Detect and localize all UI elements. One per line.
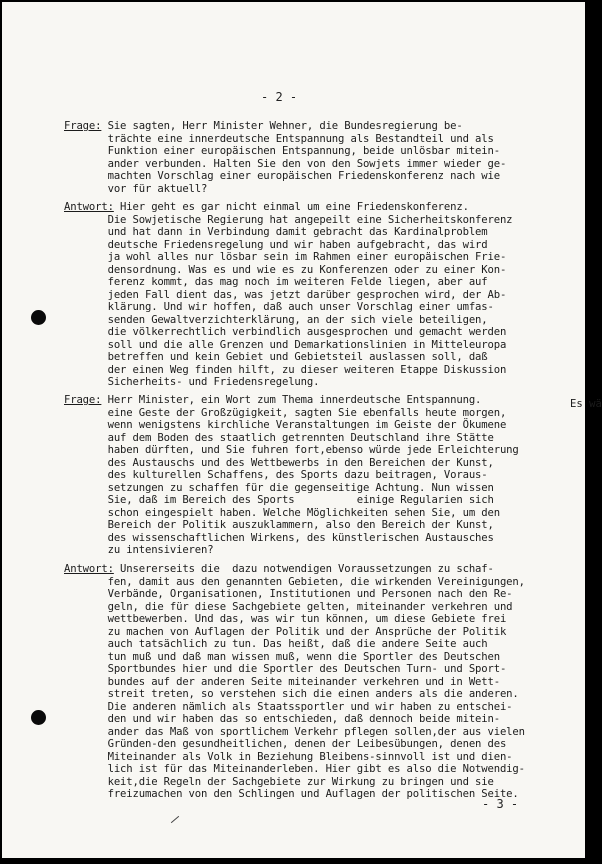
margin-fragment: Es wä (570, 398, 602, 410)
text-line: den und wir haben das so entschieden, daß dennoch beide mitein- (64, 713, 500, 725)
text-line: die völkerrechtlich verbindlich ausgesprochen und gemacht werden (64, 326, 507, 338)
question-2 (64, 394, 519, 557)
text-line: Verbände, Organisationen, Institutionen und Personen nach den Re- (64, 588, 513, 600)
text-line: haben dürften, und Sie fuhren fort,ebenso würde jede Erleichterung (64, 444, 519, 456)
text-line: des kulturellen Schaffens, des Sports dazu beitragen, Voraus- (64, 469, 488, 481)
text-line: lich ist für das Miteinanderleben. Hier gibt es also die Notwendig- (64, 763, 525, 775)
text-line: betreffen und kein Gebiet und Gebietsteil auslassen soll, daß (64, 351, 488, 363)
text-line: Die anderen nämlich als Staatssportler und wir haben zu entschei- (64, 700, 513, 713)
text-line: vor für aktuell? (64, 182, 208, 195)
pen-mark (171, 816, 179, 823)
text-line: wenn wenigstens kirchliche Veranstaltungen im Geiste der Ökumene (64, 419, 507, 431)
punch-hole-bottom (31, 710, 46, 725)
document-page (2, 2, 602, 858)
text-line: setzungen zu schaffen für die gegenseitige Achtung. Nun wissen (64, 481, 494, 494)
text-line: Die Sowjetische Regierung hat angepeilt eine Sicherheitskonferenz (64, 213, 513, 226)
speaker-label: Frage: (64, 394, 102, 406)
text-line: Miteinander als Volk in Beziehung Bleibens-sinnvoll ist und dien- (64, 750, 513, 763)
text-line: machten Vorschlag einer europäischen Friedenskonferenz nach wie (64, 170, 500, 182)
text-line: Antwort: Unsererseits die dazu notwendigen Voraussetzungen zu schaf- (64, 563, 494, 575)
text-line: ja wohl alles nur lösbar sein im Rahmen einer europäischen Frie- (64, 251, 507, 263)
text-line: auch tatsächlich zu tun. Das heißt, daß die andere Seite auch (64, 638, 488, 650)
text-line: streit treten, so verstehen sich die einen anders als die anderen. (64, 688, 519, 700)
text-line: Funktion einer europäischen Entspannung, beide unlösbar mitein- (64, 145, 500, 157)
text-line: bundes auf der anderen Seite miteinander verkehren und in Wett- (64, 675, 500, 688)
text-line: Sicherheits- und Friedensregelung. (64, 376, 320, 388)
speaker-label: Frage: (64, 120, 102, 132)
text-line: Bereich der Politik auszuklammern, also den Bereich der Kunst, (64, 519, 494, 531)
text-line: densordnung. Was es und wie es zu Konferenzen oder zu einer Kon- (64, 263, 507, 276)
punch-hole-top (31, 310, 46, 325)
text-line: schon eingespielt haben. Welche Möglichkeiten sehen Sie, um den (64, 506, 500, 519)
text-line: tun muß und daß man wissen muß, wenn die Sportler des Deutschen (64, 650, 500, 663)
next-page-number: - 3 - (482, 797, 519, 811)
answer-2 (64, 563, 525, 801)
text-line: eine Geste der Großzügigkeit, sagten Sie ebenfalls heute morgen, (64, 406, 507, 419)
answer-1 (64, 201, 512, 389)
text-line: ander verbunden. Halten Sie den von den Sowjets immer wieder ge- (64, 157, 507, 170)
text-line: senden Gewaltverzichterklärung, an der sich viele beteiligen, (64, 313, 488, 326)
text-line: wettbewerben. Und das, was wir tun können, um diese Gebiete frei (64, 613, 507, 625)
text-line: keit,die Regeln der Sachgebiete zur Wirkung zu bringen und sie (64, 775, 494, 788)
text-line: ander das Maß von sportlichem Verkehr pflegen sollen,der aus vielen (64, 725, 525, 738)
text-line: Frage: Sie sagten, Herr Minister Wehner, die Bundesregierung be- (64, 120, 463, 132)
text-line: jeden Fall dient das, was jetzt darüber gesprochen wird, der Ab- (64, 288, 507, 301)
text-line: Frage: Herr Minister, ein Wort zum Thema innerdeutsche Entspannung. (64, 394, 482, 406)
text-line: Sie, daß im Bereich des Sports einige Regularien sich (64, 494, 494, 506)
text-line: und hat dann in Verbindung damit gebracht das Kardinalproblem (64, 226, 488, 238)
text-line: Antwort: Hier geht es gar nicht einmal um eine Friedenskonferenz. (64, 201, 469, 213)
text-line: des Austauschs und des Wettbewerbs in den Bereichen der Kunst, (64, 456, 494, 469)
text-line: klärung. Und wir hoffen, daß auch unser Vorschlag einer umfas- (64, 301, 494, 313)
text-line: der einen Weg finden hilft, zu dieser weiteren Etappe Diskussion (64, 363, 507, 376)
text-line: auf dem Boden des staatlich getrennten Deutschland ihre Stätte (64, 431, 494, 444)
text-line: des wissenschaftlichen Wirkens, des künstlerischen Austausches (64, 531, 494, 544)
text-line: zu intensivieren? (64, 544, 214, 556)
text-line: freizumachen von den Schlingen und Auflagen der politischen Seite. (64, 788, 519, 800)
text-line: Sportbundes hier und die Sportler des Deutschen Turn- und Sport- (64, 663, 507, 675)
text-line: trächte eine innerdeutsche Entspannung als Bestandteil und als (64, 132, 494, 145)
speaker-label: Antwort: (64, 563, 114, 575)
question-1 (64, 120, 506, 195)
text-line: deutsche Friedensregelung und wir haben aufgebracht, das wird (64, 238, 488, 251)
text-line: geln, die für diese Sachgebiete gelten, miteinander verkehren und (64, 600, 513, 613)
text-line: zu machen von Auflagen der Politik und der Ansprüche der Politik (64, 625, 507, 638)
text-line: soll und die alle Grenzen und Demarkationslinien in Mitteleuropa (64, 338, 507, 351)
text-line: fen, damit aus den genannten Gebieten, die wirkenden Vereinigungen, (64, 575, 525, 588)
page-number: - 2 - (261, 90, 298, 104)
speaker-label: Antwort: (64, 201, 114, 213)
text-line: ferenz kommt, das mag noch im weiteren Felde liegen, aber auf (64, 276, 488, 288)
text-line: Gründen-den gesundheitlichen, denen der Leibesübungen, denen des (64, 738, 507, 750)
